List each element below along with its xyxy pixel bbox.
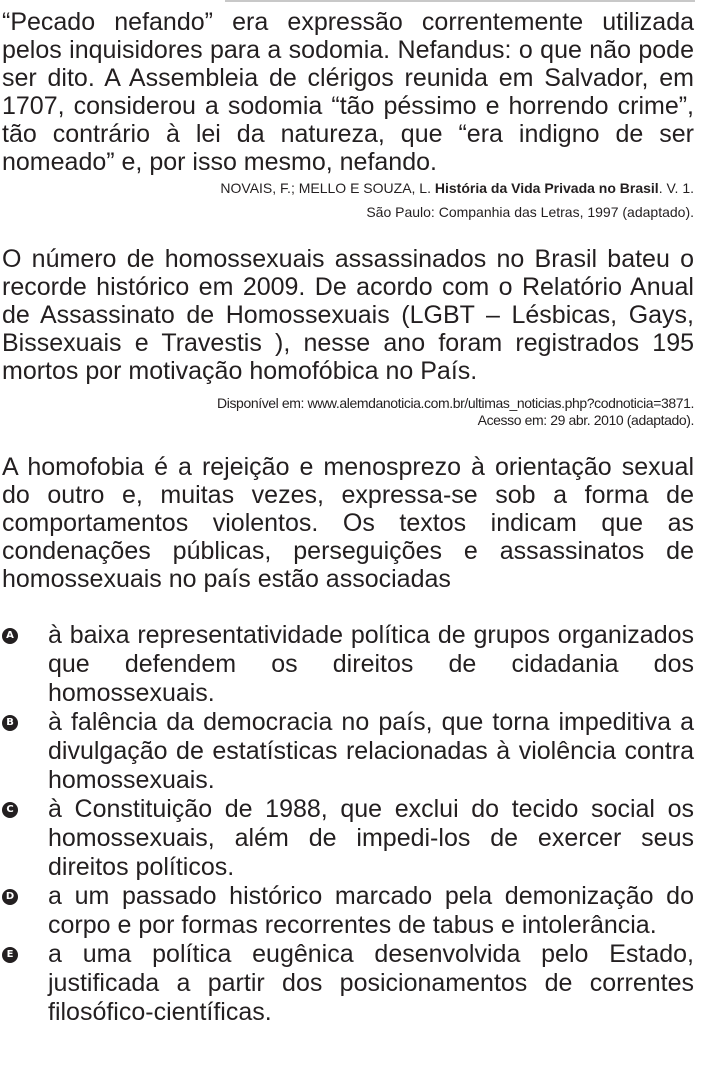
option-e-letter-badge: E bbox=[2, 947, 18, 963]
spacer bbox=[2, 385, 694, 395]
text1-source-title: História da Vida Privada no Brasil bbox=[434, 180, 659, 196]
text1-source-publisher: São Paulo: Companhia das Letras, 1997 (adaptado). bbox=[366, 204, 694, 220]
option-a[interactable] bbox=[2, 621, 694, 708]
text1-source-volume: . V. 1. bbox=[658, 180, 694, 196]
option-c-text: à Constituição de 1988, que exclui do tecido social os homossexuais, além de impedi-los de exercer seus direitos políticos. bbox=[48, 795, 694, 881]
spacer bbox=[2, 429, 694, 453]
text1-source-authors: NOVAIS, F.; MELLO E SOUZA, L. bbox=[220, 180, 435, 196]
option-d[interactable] bbox=[2, 882, 694, 940]
option-b-letter-badge: B bbox=[2, 715, 18, 731]
spacer bbox=[2, 593, 694, 621]
option-d-letter-badge: D bbox=[2, 889, 18, 905]
text2-source-url: Disponível em: www.alemdanoticia.com.br/ultimas_noticias.php?codnoticia=3871. bbox=[217, 395, 694, 411]
question-page bbox=[2, 8, 694, 1027]
text2-source-access: Acesso em: 29 abr. 2010 (adaptado). bbox=[477, 412, 694, 428]
option-a-letter-badge: A bbox=[2, 628, 18, 644]
option-d-text: a um passado histórico marcado pela demonização do corpo e por formas recorrentes de tabus e intolerância. bbox=[48, 882, 694, 939]
option-c[interactable] bbox=[2, 795, 694, 882]
option-b[interactable] bbox=[2, 708, 694, 795]
text1-source-line1 bbox=[2, 176, 694, 200]
option-b-text: à falência da democracia no país, que torna impeditiva a divulgação de estatísticas relacionadas à violência contra homossexuais. bbox=[48, 708, 694, 794]
top-divider bbox=[225, 0, 695, 2]
option-c-letter-badge: C bbox=[2, 802, 18, 818]
text2-paragraph: O número de homossexuais assassinados no Brasil bateu o recorde histórico em 2009. De acordo com o Relatório Anual de Assassinato de Homossexuais (LGBT – Lésbicas, Gays, Bissexuais e Travestis ), nesse ano foram registrados 195 mortos por motivação homofóbica no País. bbox=[2, 245, 694, 385]
text1-paragraph: “Pecado nefando” era expressão correntemente utilizada pelos inquisidores para a sodomia. Nefandus: o que não pode ser dito. A Assembleia de clérigos reunida em Salvador, em 1707, considerou a sodomia “tão péssimo e horrendo crime”, tão contrário à lei da natureza, que “era indigno de ser nomeado” e, por isso mesmo, nefando. bbox=[2, 8, 694, 176]
answer-options bbox=[2, 621, 694, 1027]
spacer bbox=[2, 224, 694, 245]
option-a-text: à baixa representatividade política de grupos organizados que defendem os direitos de cidadania dos homossexuais. bbox=[48, 621, 694, 707]
question-stem: A homofobia é a rejeição e menosprezo à orientação sexual do outro e, muitas vezes, expressa-se sob a forma de comportamentos violentos. Os textos indicam que as condenações públicas, perseguições e assassinatos de homossexuais no país estão associadas bbox=[2, 453, 694, 593]
option-e-text: a uma política eugênica desenvolvida pelo Estado, justificada a partir dos posicionamentos de correntes filosófico-científicas. bbox=[48, 940, 694, 1026]
option-e[interactable] bbox=[2, 940, 694, 1027]
